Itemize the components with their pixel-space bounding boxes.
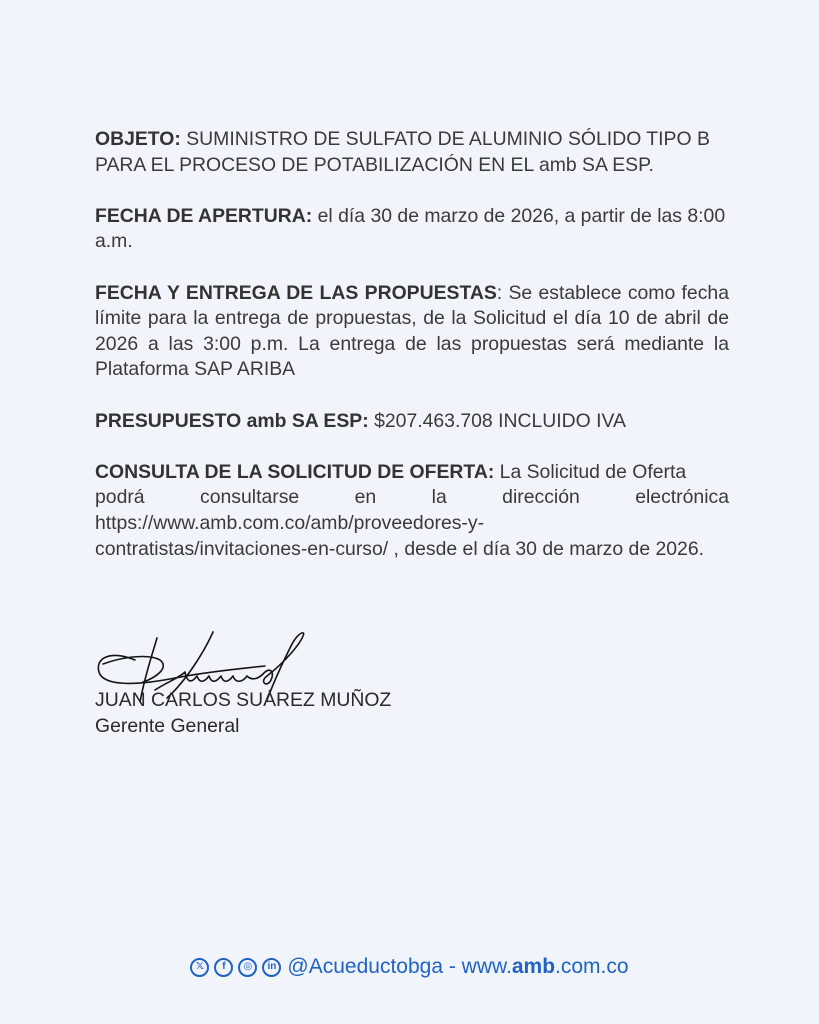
signatory-name: JUAN CARLOS SUÁREZ MUÑOZ [95, 689, 392, 711]
social-handle[interactable]: @Acueductobga [287, 955, 443, 978]
consulta-paragraph [95, 460, 729, 562]
linkedin-icon[interactable]: in [262, 958, 281, 977]
entrega-paragraph [95, 281, 729, 383]
consulta-text-1: La Solicitud de Oferta [494, 460, 687, 483]
web-suffix: .com.co [555, 955, 629, 978]
footer-bar [0, 955, 819, 979]
consulta-url-line-1[interactable]: https://www.amb.com.co/amb/proveedores-y- [95, 511, 485, 534]
website-link[interactable] [462, 955, 629, 979]
social-icons [190, 958, 281, 977]
footer-separator: - [443, 955, 462, 978]
objeto-paragraph [95, 127, 729, 178]
entrega-label: FECHA Y ENTREGA DE LAS PROPUESTAS [95, 281, 497, 304]
web-brand: amb [511, 955, 556, 978]
consulta-url-line-2[interactable]: contratistas/invitaciones-en-curso/ [95, 537, 389, 560]
apertura-paragraph [95, 204, 729, 255]
consulta-label: CONSULTA DE LA SOLICITUD DE OFERTA: [95, 460, 495, 483]
consulta-text-2: podrá consultarse en la dirección electrónica [95, 486, 729, 509]
consulta-text-3: , desde el día 30 de marzo de 2026. [388, 537, 705, 560]
apertura-text: el día 30 de marzo de 2026, a partir de las 8:00 a.m. [95, 204, 726, 253]
web-prefix: www. [461, 955, 512, 978]
signatory-title: Gerente General [95, 715, 240, 737]
apertura-label: FECHA DE APERTURA: [95, 204, 313, 227]
presupuesto-text: $207.463.708 INCLUIDO IVA [368, 409, 626, 432]
presupuesto-label: PRESUPUESTO amb SA ESP: [95, 409, 369, 432]
notice-body [95, 127, 729, 588]
facebook-icon[interactable]: f [214, 958, 233, 977]
instagram-icon[interactable]: ◎ [238, 958, 257, 977]
x-icon[interactable]: 𝕏 [190, 958, 209, 977]
signature-block [95, 620, 455, 745]
objeto-label: OBJETO: [95, 128, 181, 150]
presupuesto-paragraph [95, 409, 729, 435]
objeto-text: SUMINISTRO DE SULFATO DE ALUMINIO SÓLIDO TIPO B PARA EL PROCESO DE POTABILIZACIÓN EN EL amb SA ESP. [95, 128, 710, 176]
entrega-text: : Se establece como fecha límite para la entrega de propuestas, de la Solicitud el día 10 de abril de 2026 a las 3:00 p.m. La entrega de las propuestas será mediante la Plataforma SAP ARIBA [95, 281, 729, 381]
